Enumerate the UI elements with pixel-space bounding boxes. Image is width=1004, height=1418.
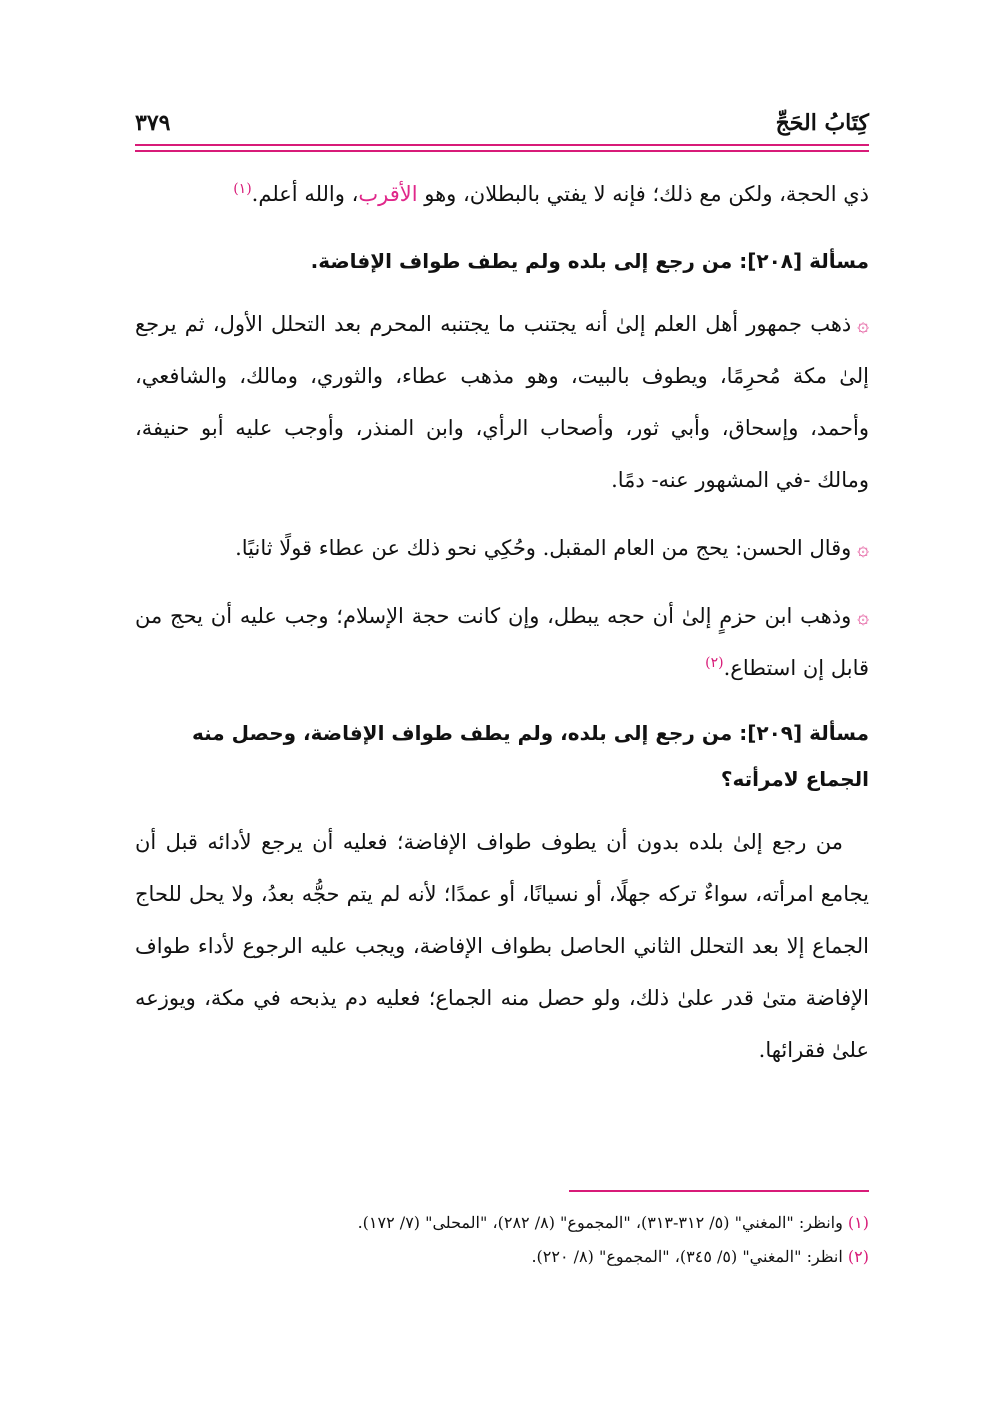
footnotes — [135, 1206, 869, 1274]
footnote-ref-2[interactable]: (٢) — [705, 655, 724, 671]
flower-ornament-icon: ۞ — [857, 604, 869, 628]
footnote-1 — [135, 1206, 869, 1240]
issue-208-paragraph-1-text: ذهب جمهور أهل العلم إلىٰ أنه يجتنب ما يجتنبه المحرم بعد التحلل الأول، ثم يرجع إلىٰ مكة مُحرِمًا، ويطوف بالبيت، وهو مذهب عطاء، والثوري، ومالك، والشافعي، وأحمد، وإسحاق، وأبي ثور، وأصحاب الرأي، وابن المنذر، وأوجب عليه أبو حنيفة، ومالك -في المشهور عنه- دمًا. — [135, 312, 869, 492]
issue-208-paragraph-2 — [135, 522, 869, 574]
intro-text-after: ، والله أعلم. — [251, 182, 359, 206]
header-rule-bottom — [135, 150, 869, 152]
flower-ornament-icon: ۞ — [857, 312, 869, 336]
issue-208-title: من رجع إلى بلده ولم يطف طواف الإفاضة. — [310, 249, 740, 273]
issue-208-paragraph-3 — [135, 590, 869, 694]
header-rule-top — [135, 144, 869, 146]
book-page — [135, 100, 869, 1300]
issue-209-paragraph: من رجع إلىٰ بلده بدون أن يطوف طواف الإفاضة؛ فعليه أن يرجع لأدائه قبل أن يجامع امرأته، سواءٌ تركه جهلًا، أو نسيانًا، أو عمدًا؛ لأنه لم يتم حجُّه بعدُ، ولا يحل للحاج الجماع إلا بعد التحلل الثاني الحاصل بطواف الإفاضة، ويجب عليه الرجوع لأداء طواف الإفاضة متىٰ قدر علىٰ ذلك، ولو حصل منه الجماع؛ فعليه دم يذبحه في مكة، ويوزعه علىٰ فقرائها. — [135, 830, 869, 1062]
flower-ornament-icon: ۞ — [857, 536, 869, 560]
issue-209-label: مسألة [٢٠٩]: — [739, 721, 869, 745]
issue-208-label: مسألة [٢٠٨]: — [739, 249, 869, 273]
page-number: ٣٧٩ — [135, 110, 171, 136]
footnote-1-number: (١) — [847, 1213, 869, 1232]
issue-208-paragraph-2-text: وقال الحسن: يحج من العام المقبل. وحُكِي نحو ذلك عن عطاء قولًا ثانيًا. — [235, 536, 852, 560]
footnote-2 — [135, 1240, 869, 1274]
footnote-ref-1[interactable]: (١) — [233, 181, 252, 197]
intro-highlight: الأقرب — [358, 182, 418, 206]
issue-208-paragraph-3-text: وذهب ابن حزمٍ إلىٰ أن حجه يبطل، وإن كانت حجة الإسلام؛ وجب عليه أن يحج من قابل إن استطاع. — [135, 604, 869, 680]
footnote-2-number: (٢) — [847, 1247, 869, 1266]
issue-209-heading — [135, 710, 869, 802]
footnote-2-text: انظر: "المغني" (٥/ ٣٤٥)، "المجموع" (٨/ ٢٢٠). — [531, 1247, 848, 1266]
chapter-title: كِتَابُ الحَجِّ — [775, 110, 869, 136]
intro-text-before: ذي الحجة، ولكن مع ذلك؛ فإنه لا يفتي بالبطلان، وهو — [417, 182, 869, 206]
footnote-separator — [569, 1190, 869, 1192]
issue-208-heading — [135, 238, 869, 284]
main-text — [135, 168, 869, 1076]
footnote-1-text: وانظر: "المغني" (٥/ ٣١٢-٣١٣)، "المجموع" (٨/ ٢٨٢)، "المحلى" (٧/ ١٧٢). — [357, 1213, 848, 1232]
issue-209-title: من رجع إلى بلده، ولم يطف طواف الإفاضة، وحصل منه الجماع لامرأته؟ — [192, 721, 869, 791]
issue-208-paragraph-1 — [135, 298, 869, 506]
intro-paragraph — [135, 168, 869, 220]
running-header — [135, 110, 869, 146]
